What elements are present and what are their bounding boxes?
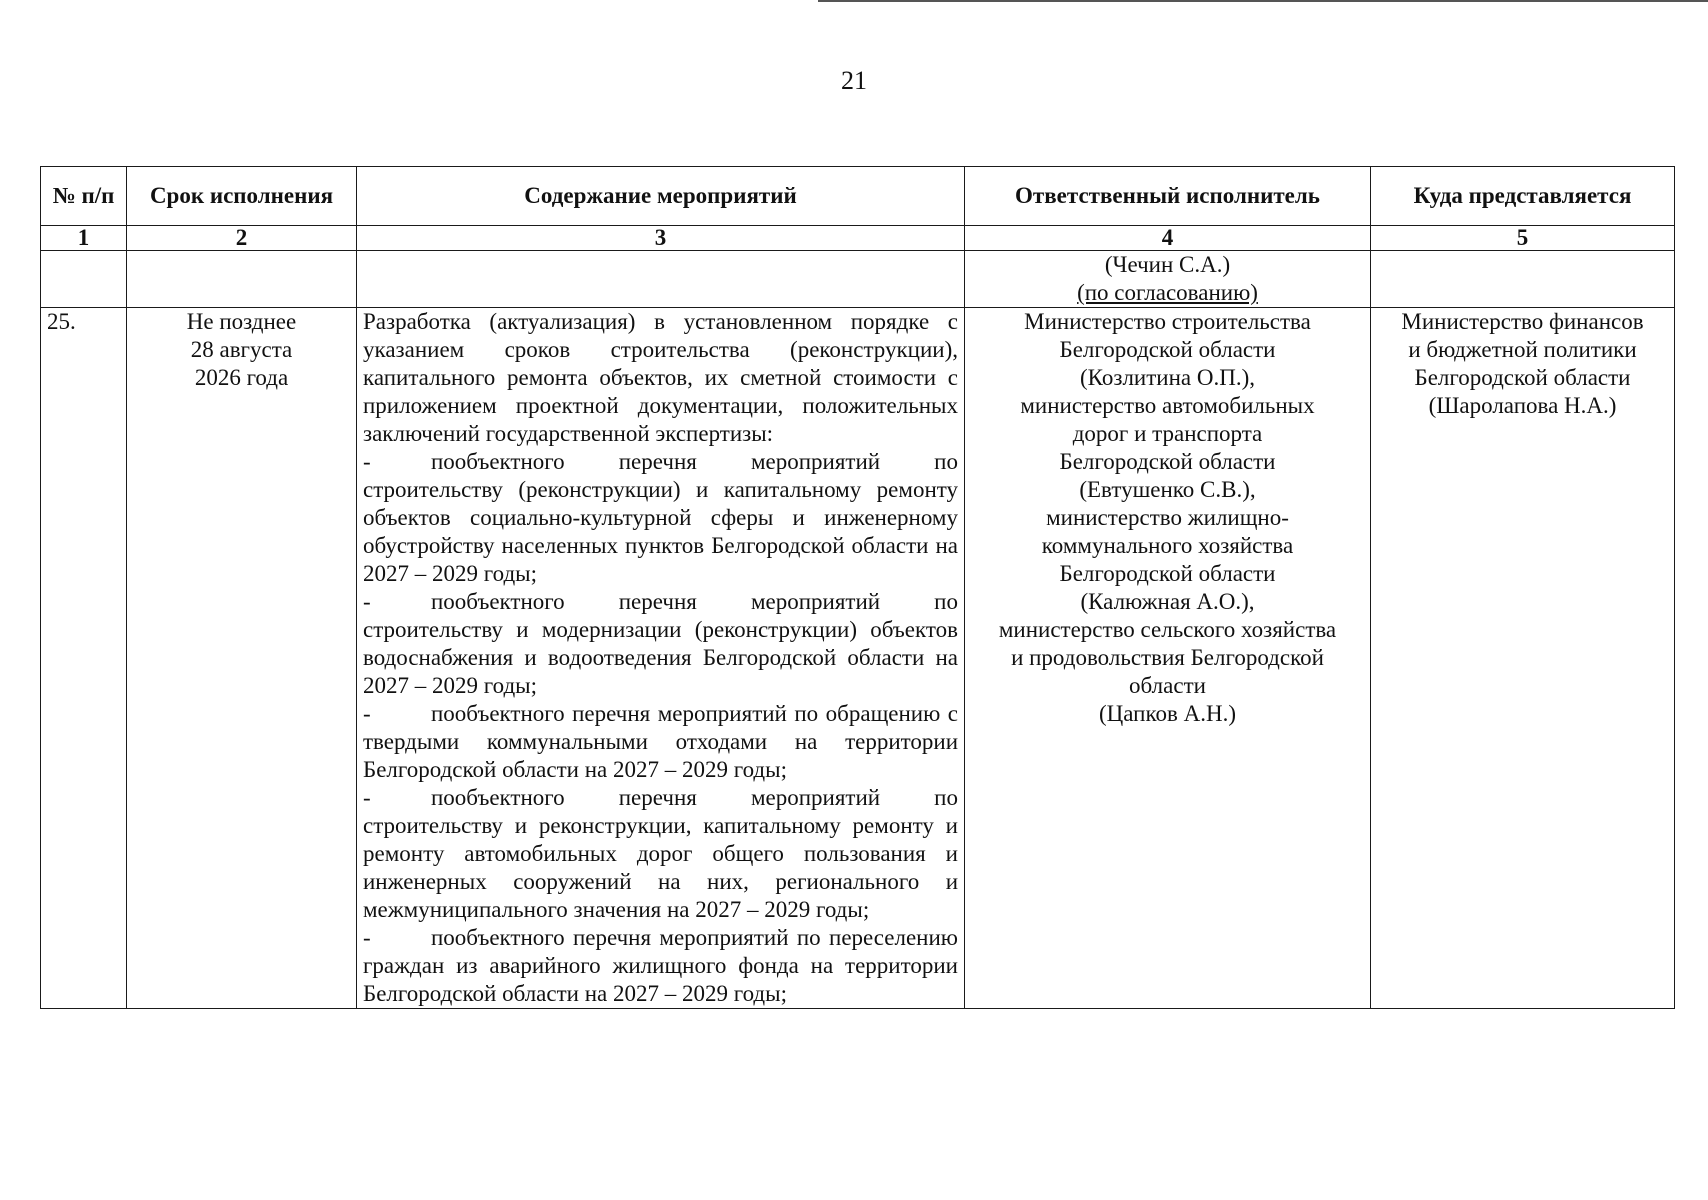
deadline-line: 2026 года: [194, 365, 289, 390]
row-destination: [1371, 308, 1675, 1009]
executor-line: (Евтушенко С.В.),: [1079, 477, 1256, 502]
content-item: [363, 588, 958, 700]
dash-marker: -: [363, 701, 371, 726]
content-item: [363, 784, 958, 924]
executor-line: дорог и транспорта: [1072, 421, 1263, 446]
column-number: 3: [357, 226, 965, 251]
executor-line: и продовольствия Белгородской: [1011, 645, 1324, 670]
header-row: [41, 167, 1675, 226]
column-number: 4: [965, 226, 1371, 251]
continuation-executor: [965, 251, 1371, 308]
content-item-text: пообъектного перечня мероприятий по строительству и реконструкции, капитальному ремонту и ремонту автомобильных дорог общего пользования и инженерных сооружений на них, регионального и межмуниципального значения на 2027 – 2029 годы;: [363, 785, 958, 922]
executor-line: министерство автомобильных: [1020, 393, 1315, 418]
executor-line: (Калюжная А.О.),: [1080, 589, 1255, 614]
executor-line: Министерство строительства: [1024, 309, 1311, 334]
column-number: 5: [1371, 226, 1675, 251]
row-executor: [965, 308, 1371, 1009]
header-number: № п/п: [41, 167, 127, 226]
deadline-line: Не позднее: [186, 309, 297, 334]
dash-marker: -: [363, 785, 371, 810]
empty-cell: [1371, 251, 1675, 308]
empty-cell: [41, 251, 127, 308]
content-item: [363, 924, 958, 1008]
content-item-text: пообъектного перечня мероприятий по обращению с твердыми коммунальными отходами на территории Белгородской области на 2027 – 2029 годы;: [363, 701, 958, 782]
content-item: [363, 448, 958, 588]
executor-line: министерство жилищно-: [1046, 505, 1289, 530]
content-intro: Разработка (актуализация) в установленном порядке с указанием сроков строительства (реконструкции), капитального ремонта объектов, их сметной стоимости с приложением проектной документации, положительных заключений государственной экспертизы:: [363, 309, 958, 446]
executor-line: области: [1129, 673, 1206, 698]
content-item-text: пообъектного перечня мероприятий по строительству и модернизации (реконструкции) объектов водоснабжения и водоотведения Белгородской области на 2027 – 2029 годы;: [363, 589, 958, 698]
dash-marker: -: [363, 589, 371, 614]
executor-line: Белгородской области: [1059, 449, 1276, 474]
empty-cell: [127, 251, 357, 308]
header-content: Содержание мероприятий: [357, 167, 965, 226]
row-number: 25.: [41, 308, 127, 1009]
deadline-line: 28 августа: [190, 337, 293, 362]
executor-line: (Козлитина О.П.),: [1080, 365, 1255, 390]
content-item-text: пообъектного перечня мероприятий по строительству (реконструкции) и капитальному ремонту объектов социально-культурной сферы и инженерному обустройству населенных пунктов Белгородской области на 2027 – 2029 годы;: [363, 449, 958, 586]
column-number: 1: [41, 226, 127, 251]
executor-line: министерство сельского хозяйства: [998, 617, 1337, 642]
page-number: 21: [841, 66, 867, 95]
destination-line: и бюджетной политики: [1408, 337, 1637, 362]
header-deadline: Срок исполнения: [127, 167, 357, 226]
measures-table: [40, 166, 1675, 1009]
row-content: [357, 308, 965, 1009]
destination-line: Министерство финансов: [1401, 309, 1644, 334]
column-number-row: [41, 226, 1675, 251]
row-deadline: [127, 308, 357, 1009]
table-row: [41, 308, 1675, 1009]
content-item: [363, 700, 958, 784]
executor-line: (Цапков А.Н.): [1099, 701, 1236, 726]
empty-cell: [357, 251, 965, 308]
dash-marker: -: [363, 925, 371, 950]
destination-line: (Шаролапова Н.А.): [1428, 393, 1617, 418]
column-number: 2: [127, 226, 357, 251]
content-item-text: пообъектного перечня мероприятий по переселению граждан из аварийного жилищного фонда на территории Белгородской области на 2027 – 2029 годы;: [363, 925, 958, 1006]
continuation-row: [41, 251, 1675, 308]
header-destination: Куда представляется: [1371, 167, 1675, 226]
executor-line: (Чечин С.А.): [1104, 252, 1231, 277]
executor-line: коммунального хозяйства: [1041, 533, 1294, 558]
dash-marker: -: [363, 449, 371, 474]
executor-line: Белгородской области: [1059, 561, 1276, 586]
destination-line: Белгородской области: [1414, 365, 1631, 390]
executor-line: (по согласованию): [1077, 280, 1258, 305]
top-rule: [818, 0, 1708, 2]
header-executor: Ответственный исполнитель: [965, 167, 1371, 226]
executor-line: Белгородской области: [1059, 337, 1276, 362]
